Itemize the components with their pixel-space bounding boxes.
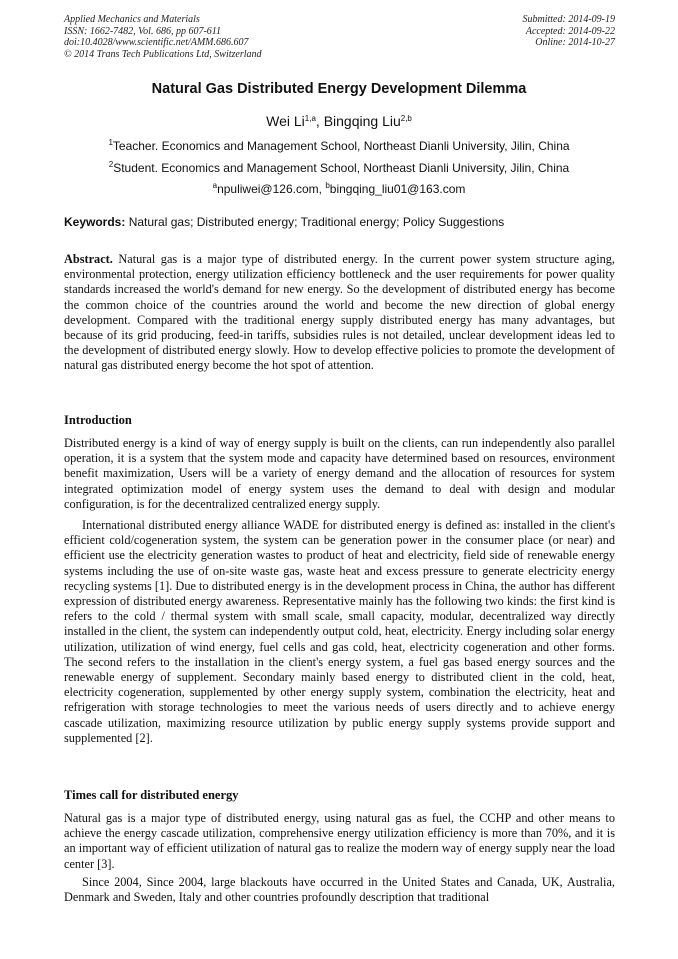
email-line	[0, 182, 678, 196]
affiliation-1	[0, 139, 678, 153]
author-line	[0, 113, 678, 129]
abstract	[64, 252, 615, 374]
author-name: Wei Li	[266, 113, 305, 129]
section-heading-introduction: Introduction	[64, 413, 132, 427]
keywords-label: Keywords:	[64, 215, 126, 229]
author-sup: 2,b	[400, 114, 412, 123]
paragraph: International distributed energy alliance WADE for distributed energy is defined as: installed in the client's efficient cold/cogeneration system, the system can be generation power in the consumer place (or near) and efficient use the electricity generation wastes to product of heat and electricity, field side of renewable energy systems including the use of on-site waste gas, waste heat and excess pressure to generate electricity energy recycling systems [1]. Due to distributed energy is in the development process in China, the author has different expression of distributed energy awareness. Representative mainly has the following two kinds: the first kind is refers to the cold / thermal system with small scale, small capacity, modular, decentralized way directly installed in the client, the system can independently output cold, heat, electricity. Energy including solar energy utilization, utilization of wind energy, fuel cells and gas cold, heat, electricity cogeneration and other forms. The second refers to the installation in the client's energy system, a fuel gas based energy sources and the renewable energy of supplement. Secondary mainly based energy to distributed client in the cold, heat, electricity cogeneration, supplemented by other energy supply system, combination the electricity, heat and refrigeration with storage technologies to meet the various needs of users directly and to achieve energy cascade utilization, maximizing resource utilization by public energy supply systems provide support and supplemented [2].	[64, 518, 615, 745]
journal-name: Applied Mechanics and Materials	[64, 14, 200, 25]
affiliation-sup: 2	[108, 160, 114, 169]
doi-line[interactable]: doi:10.4028/www.scientific.net/AMM.686.607	[64, 37, 249, 48]
abstract-text: Natural gas is a major type of distributed energy. In the current power system structure aging, environmental protection, energy utilization efficiency bottleneck and the user requirements for power quality standards increased the world's demand for new energy. So the development of distributed energy has become the common choice of the countries around the world and become the new direction of global energy development. Compared with the traditional energy supply distributed energy has many advantages, but because of its grid producing, feed-in tariffs, subsidies rules is not detailed, unclear development ideas led to the development of distributed energy slowly. How to develop effective policies to promote the development of natural gas distributed energy become the hot spot of attention.	[64, 252, 615, 373]
keywords	[64, 215, 616, 229]
author-name: Bingqing Liu	[323, 113, 401, 129]
section-heading-times-call: Times call for distributed energy	[64, 788, 239, 802]
paragraph: Distributed energy is a kind of way of energy supply is built on the clients, can run independently also parallel operation, it is a system that the system mode and capacity have determined based on resources, environment benefit maximization, Users will be a variety of energy demand and the allocation of resources for system integrated optimization model of energy system uses the demand to deal with design and modular configuration, is for the decentralized centralized energy supply.	[64, 436, 615, 511]
author-separator: ,	[315, 113, 324, 129]
paragraph: Natural gas is a major type of distributed energy, using natural gas as fuel, the CCHP and other means to achieve the energy cascade utilization, comprehensive energy utilization efficiency is more than 70%, and it is an important way of efficient utilization of natural gas to realize the modern way of energy supply near the load center [3].	[64, 811, 615, 871]
affiliation-text: Teacher. Economics and Management School, Northeast Dianli University, Jilin, China	[112, 139, 570, 153]
email-separator: ,	[318, 182, 326, 196]
paper-title: Natural Gas Distributed Energy Development Dilemma	[151, 81, 527, 97]
affiliation-sup: 1	[108, 138, 113, 147]
email-address[interactable]: npuliwei@126.com	[217, 182, 319, 196]
email-sup: b	[325, 181, 330, 190]
email-sup: a	[212, 181, 218, 190]
dates-header	[523, 14, 616, 49]
journal-header	[64, 14, 262, 60]
author-sup: 1,a	[304, 114, 316, 123]
online-date: Online: 2014-10-27	[535, 37, 615, 48]
accepted-date: Accepted: 2014-09-22	[525, 25, 615, 37]
paragraph: Since 2004, Since 2004, large blackouts have occurred in the United States and Canada, UK, Australia, Denmark and Sweden, Italy and other countries profoundly description that traditional	[64, 875, 615, 905]
affiliation-text: Student. Economics and Management School, Northeast Dianli University, Jilin, China	[113, 161, 570, 175]
keywords-text: Natural gas; Distributed energy; Traditional energy; Policy Suggestions	[128, 215, 505, 229]
copyright-line: © 2014 Trans Tech Publications Ltd, Switzerland	[64, 48, 262, 60]
affiliation-2	[0, 161, 678, 175]
submitted-date: Submitted: 2014-09-19	[522, 14, 615, 25]
abstract-label: Abstract.	[64, 252, 113, 266]
issn-line: ISSN: 1662-7482, Vol. 686, pp 607-611	[64, 25, 222, 37]
email-address[interactable]: bingqing_liu01@163.com	[329, 182, 466, 196]
